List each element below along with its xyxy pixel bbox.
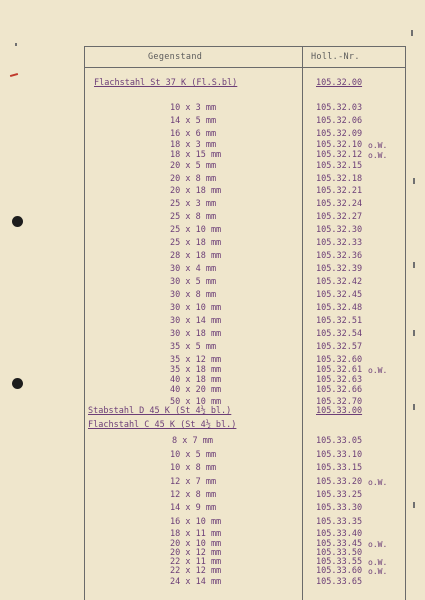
- holl-number: 105.32.18: [316, 174, 363, 184]
- item-description: 30 x 18 mm: [170, 329, 222, 339]
- edge-mark: [411, 30, 413, 36]
- table-right-rule: [405, 46, 406, 600]
- holl-number: 105.32.06: [316, 116, 363, 126]
- item-description: 10 x 8 mm: [170, 463, 217, 473]
- section-heading: Flachstahl C 45 K (St 4½ bl.): [88, 420, 237, 430]
- item-description: 30 x 8 mm: [170, 290, 217, 300]
- item-description: 12 x 8 mm: [170, 490, 217, 500]
- section-heading: Flachstahl St 37 K (Fl.S.bl): [94, 78, 238, 88]
- holl-number: 105.32.61: [316, 365, 363, 375]
- holl-number: 105.32.24: [316, 199, 363, 209]
- item-description: 14 x 5 mm: [170, 116, 217, 126]
- item-description: 30 x 10 mm: [170, 303, 222, 313]
- item-description: 20 x 8 mm: [170, 174, 217, 184]
- item-description: 20 x 10 mm: [170, 539, 222, 549]
- holl-number: 105.33.25: [316, 490, 363, 500]
- edge-mark: [413, 262, 415, 268]
- item-description: 10 x 5 mm: [170, 450, 217, 460]
- table-left-rule: [84, 46, 85, 600]
- note-ow: o.W.: [368, 478, 388, 487]
- holl-number: 105.32.54: [316, 329, 363, 339]
- holl-number: 105.33.65: [316, 577, 363, 587]
- item-description: 10 x 3 mm: [170, 103, 217, 113]
- table-header-rule: [84, 67, 406, 68]
- item-description: 25 x 8 mm: [170, 212, 217, 222]
- holl-number: 105.33.40: [316, 529, 363, 539]
- holl-number: 105.33.35: [316, 517, 363, 527]
- item-description: 22 x 12 mm: [170, 566, 222, 576]
- item-description: 25 x 10 mm: [170, 225, 222, 235]
- item-description: 40 x 18 mm: [170, 375, 222, 385]
- item-description: 18 x 3 mm: [170, 140, 217, 150]
- holl-number: 105.32.03: [316, 103, 363, 113]
- item-description: 50 x 10 mm: [170, 397, 222, 407]
- item-description: 24 x 14 mm: [170, 577, 222, 587]
- item-description: 12 x 7 mm: [170, 477, 217, 487]
- item-description: 28 x 18 mm: [170, 251, 222, 261]
- holl-number: 105.32.27: [316, 212, 363, 222]
- item-description: 18 x 11 mm: [170, 529, 222, 539]
- item-description: 18 x 15 mm: [170, 150, 222, 160]
- holl-number: 105.33.20: [316, 477, 363, 487]
- item-description: 30 x 5 mm: [170, 277, 217, 287]
- header-holl-nr: Holl.-Nr.: [311, 52, 360, 62]
- note-ow: o.W.: [368, 567, 388, 576]
- red-mark: [10, 73, 18, 77]
- edge-mark: [15, 43, 17, 46]
- header-gegenstand: Gegenstand: [148, 52, 203, 62]
- item-description: 14 x 9 mm: [170, 503, 217, 513]
- item-description: 8 x 7 mm: [172, 436, 213, 446]
- holl-number: 105.33.00: [316, 406, 363, 416]
- holl-number: 105.32.00: [316, 78, 363, 88]
- section-heading: Stabstahl D 45 K (St 4½ bl.): [88, 406, 232, 416]
- holl-number: 105.32.45: [316, 290, 363, 300]
- holl-number: 105.33.55: [316, 557, 363, 567]
- item-description: 30 x 14 mm: [170, 316, 222, 326]
- note-ow: o.W.: [368, 141, 388, 150]
- holl-number: 105.32.30: [316, 225, 363, 235]
- holl-number: 105.33.45: [316, 539, 363, 549]
- table-column-rule: [302, 46, 303, 600]
- punch-hole: [12, 216, 23, 227]
- note-ow: o.W.: [368, 151, 388, 160]
- edge-mark: [413, 502, 415, 508]
- holl-number: 105.32.10: [316, 140, 363, 150]
- item-description: 16 x 10 mm: [170, 517, 222, 527]
- item-description: 25 x 3 mm: [170, 199, 217, 209]
- holl-number: 105.32.63: [316, 375, 363, 385]
- holl-number: 105.32.15: [316, 161, 363, 171]
- item-description: 35 x 12 mm: [170, 355, 222, 365]
- holl-number: 105.32.42: [316, 277, 363, 287]
- holl-number: 105.32.60: [316, 355, 363, 365]
- item-description: 20 x 12 mm: [170, 548, 222, 558]
- holl-number: 105.32.21: [316, 186, 363, 196]
- item-description: 35 x 5 mm: [170, 342, 217, 352]
- holl-number: 105.32.70: [316, 397, 363, 407]
- item-description: 25 x 18 mm: [170, 238, 222, 248]
- holl-number: 105.32.09: [316, 129, 363, 139]
- holl-number: 105.33.15: [316, 463, 363, 473]
- holl-number: 105.32.39: [316, 264, 363, 274]
- holl-number: 105.32.33: [316, 238, 363, 248]
- edge-mark: [413, 404, 415, 410]
- holl-number: 105.32.36: [316, 251, 363, 261]
- holl-number: 105.32.51: [316, 316, 363, 326]
- holl-number: 105.33.50: [316, 548, 363, 558]
- item-description: 20 x 18 mm: [170, 186, 222, 196]
- edge-mark: [413, 178, 415, 184]
- item-description: 16 x 6 mm: [170, 129, 217, 139]
- item-description: 35 x 18 mm: [170, 365, 222, 375]
- punch-hole: [12, 378, 23, 389]
- note-ow: o.W.: [368, 366, 388, 375]
- holl-number: 105.33.60: [316, 566, 363, 576]
- item-description: 40 x 20 mm: [170, 385, 222, 395]
- holl-number: 105.32.66: [316, 385, 363, 395]
- holl-number: 105.33.30: [316, 503, 363, 513]
- item-description: 22 x 11 mm: [170, 557, 222, 567]
- holl-number: 105.33.10: [316, 450, 363, 460]
- table-top-rule: [84, 46, 406, 47]
- item-description: 30 x 4 mm: [170, 264, 217, 274]
- holl-number: 105.33.05: [316, 436, 363, 446]
- edge-mark: [413, 330, 415, 336]
- note-ow: o.W.: [368, 558, 388, 567]
- holl-number: 105.32.48: [316, 303, 363, 313]
- holl-number: 105.32.57: [316, 342, 363, 352]
- note-ow: o.W.: [368, 540, 388, 549]
- holl-number: 105.32.12: [316, 150, 363, 160]
- item-description: 20 x 5 mm: [170, 161, 217, 171]
